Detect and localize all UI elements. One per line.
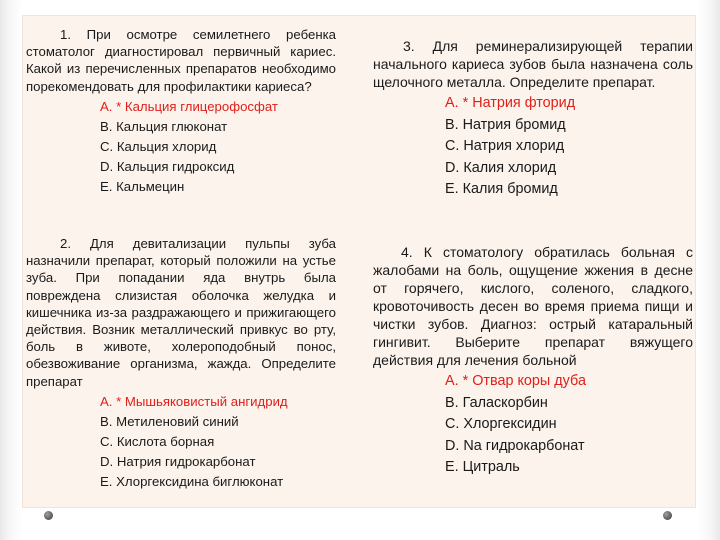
question-text: 2. Для девитализации пульпы зуба назначили препарат, который положили на устье зуба. При попадании яда внутрь была повреждена слизистая оболочка желудка и кишечника из-за раздражающего и прижигающего действия. Возник металлический привкус во рту, боль в животе, холероподобный понос, обезвоживание организма, жажда. Определите препарат [26, 236, 336, 389]
answer-option: E. Хлоргексидина биглюконат [100, 473, 284, 489]
answer-option: B. Натрия бромид [445, 116, 566, 133]
answer-list [373, 93, 693, 201]
answer-option: C. Хлоргексидин [445, 416, 557, 432]
question-4 [373, 243, 693, 479]
answer-option: D. Калия хлорид [445, 159, 557, 176]
answer-option: B. Метиленовий синий [100, 413, 239, 429]
answer-list [373, 371, 693, 479]
answer-option: E. Калия бромид [445, 181, 558, 197]
question-text: 3. Для реминерализирующей терапии начального кариеса зубов была назначена соль щелочного металла. Определите препарат. [373, 38, 693, 90]
answer-option: B. Галаскорбин [445, 394, 548, 411]
answer-option: C. Кислота борная [100, 433, 215, 449]
question-2 [26, 235, 336, 492]
answer-option: E. Кальмецин [100, 178, 185, 194]
answer-correct: A. * Мышьяковистый ангидрид [100, 393, 288, 409]
answer-correct: A. * Кальция глицерофосфат [100, 98, 278, 114]
content-panel [22, 15, 696, 508]
question-1 [26, 26, 336, 197]
answer-correct: A. * Отвар коры дуба [445, 373, 586, 389]
answer-option: E. Цитраль [445, 459, 520, 475]
bullet-dot-icon [44, 511, 53, 520]
answer-correct: A. * Натрия фторид [445, 95, 576, 111]
bullet-dot-icon [663, 511, 672, 520]
answer-option: D. Натрия гидрокарбонат [100, 453, 256, 469]
answer-option: C. Натрия хлорид [445, 138, 565, 154]
answer-option: C. Кальция хлорид [100, 138, 217, 154]
question-3 [373, 37, 693, 201]
answer-option: D. Кальция гидроксид [100, 158, 235, 174]
answer-option: D. Na гидрокарбонат [445, 437, 585, 454]
answer-list [26, 97, 336, 197]
answer-option: B. Кальция глюконат [100, 118, 228, 134]
question-text: 1. При осмотре семилетнего ребенка стоматолог диагностировал первичный кариес. Какой из перечисленных препаратов необходимо порекомендовать для профилактики кариеса? [26, 27, 336, 94]
question-text: 4. К стоматологу обратилась больная с жалобами на боль, ощущение жжения в десне от горячего, кислого, соленого, сладкого, кровоточивость десен во время приема пищи и чистки зубов. Диагноз: острый катаральный гингивит. Выберите препарат вяжущего действия для лечения больной [373, 244, 693, 368]
answer-list [26, 392, 336, 492]
